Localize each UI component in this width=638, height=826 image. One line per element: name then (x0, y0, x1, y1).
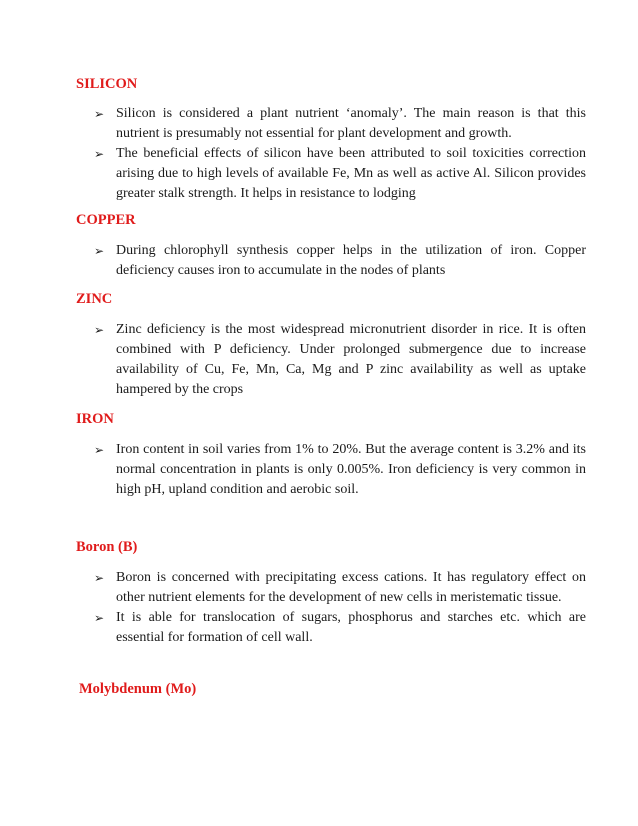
section-boron (76, 538, 586, 648)
bullet-text: It is able for translocation of sugars, phosphorus and starches etc. which are essential for formation of cell wall. (116, 610, 586, 645)
list-item (94, 320, 586, 400)
bullet-text: Silicon is considered a plant nutrient ‘anomaly’. The main reason is that this nutrient is presumably not essential for plant development and growth. (116, 106, 586, 141)
list-item (94, 440, 586, 500)
section-zinc (76, 290, 586, 400)
bullet-text: The beneficial effects of silicon have been attributed to soil toxicities correction arising due to high levels of available Fe, Mn as well as active Al. Silicon provides greater stalk strength. It helps in resistance to lodging (116, 146, 586, 201)
section-molybdenum (79, 680, 589, 698)
bullet-text: During chlorophyll synthesis copper helps in the utilization of iron. Copper deficiency causes iron to accumulate in the nodes of plants (116, 243, 586, 278)
arrowhead-bullet-icon: ➢ (94, 107, 105, 121)
arrowhead-bullet-icon: ➢ (94, 571, 105, 585)
section-silicon (76, 75, 586, 204)
section-heading: Boron (B) (76, 539, 138, 555)
section-heading: SILICON (76, 76, 138, 92)
section-heading: Molybdenum (Mo) (79, 681, 197, 697)
arrowhead-bullet-icon: ➢ (94, 611, 105, 625)
bullet-list (76, 568, 586, 648)
bullet-text: Iron content in soil varies from 1% to 20%. But the average content is 3.2% and its normal concentration in plants is only 0.005%. Iron deficiency is very common in high pH, upland condition and aerobic soil. (116, 442, 586, 497)
section-heading: COPPER (76, 212, 136, 228)
section-heading: IRON (76, 411, 114, 427)
arrowhead-bullet-icon: ➢ (94, 323, 105, 337)
bullet-list (76, 104, 586, 204)
list-item (94, 104, 586, 144)
arrowhead-bullet-icon: ➢ (94, 443, 105, 457)
bullet-list (76, 440, 586, 500)
arrowhead-bullet-icon: ➢ (94, 147, 105, 161)
list-item (94, 568, 586, 608)
bullet-list (76, 241, 586, 281)
arrowhead-bullet-icon: ➢ (94, 244, 105, 258)
list-item (94, 608, 586, 648)
bullet-list (76, 320, 586, 400)
section-heading: ZINC (76, 291, 113, 307)
section-iron (76, 410, 586, 500)
section-copper (76, 211, 586, 281)
bullet-text: Zinc deficiency is the most widespread micronutrient disorder in rice. It is often combined with P deficiency. Under prolonged submergence due to increase availability of Cu, Fe, Mn, Ca, Mg and P zinc availability as well as uptake hampered by the crops (116, 322, 586, 397)
bullet-text: Boron is concerned with precipitating excess cations. It has regulatory effect on other nutrient elements for the development of new cells in meristematic tissue. (116, 570, 586, 605)
list-item (94, 241, 586, 281)
list-item (94, 144, 586, 204)
